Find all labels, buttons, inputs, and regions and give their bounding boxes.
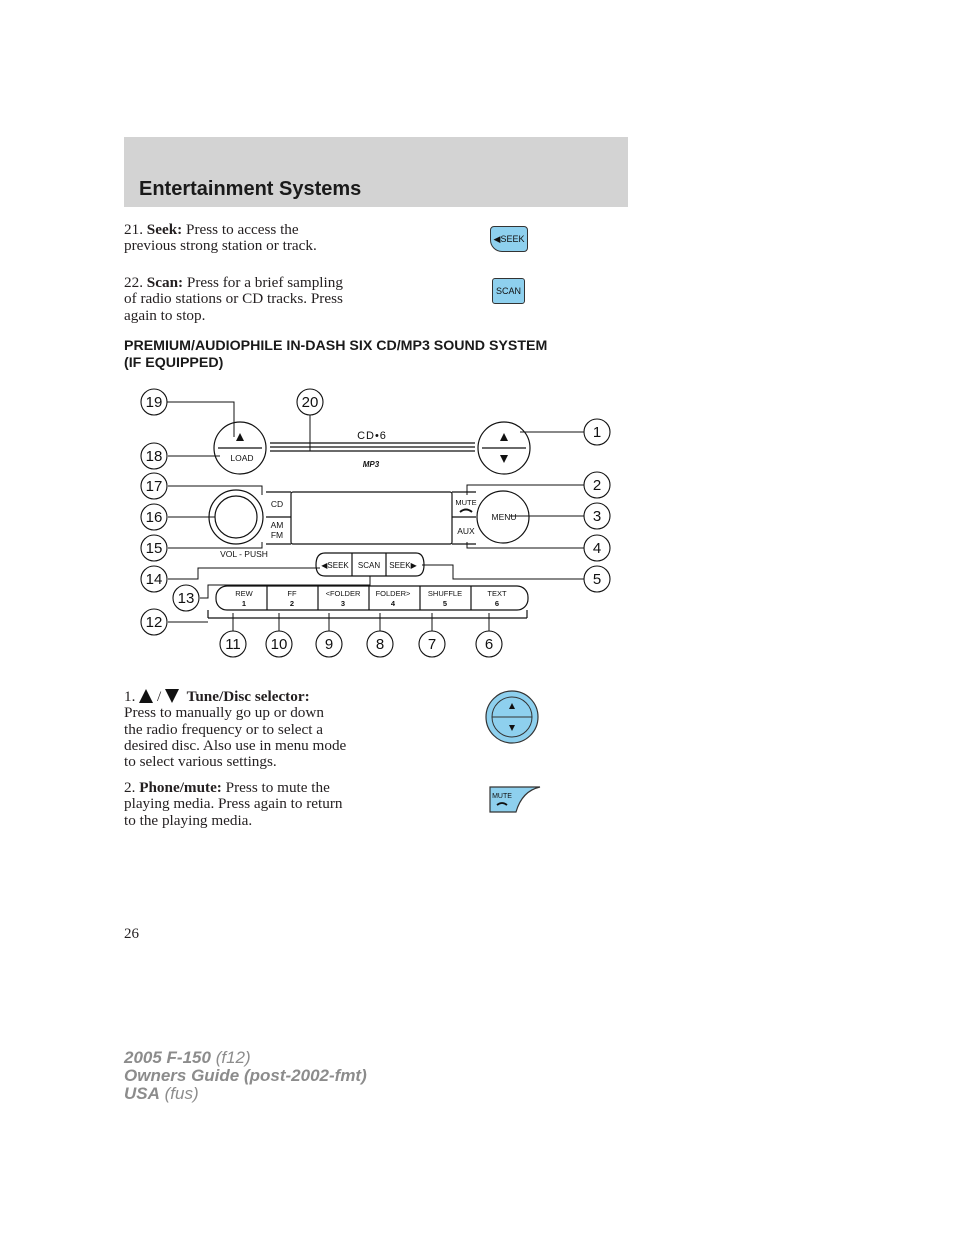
- item-number: 22.: [124, 274, 143, 291]
- preset-3-name: <FOLDER: [325, 589, 361, 598]
- item-number: 1.: [124, 688, 136, 705]
- callout-15: 15: [145, 540, 163, 557]
- section-heading: [124, 338, 624, 371]
- callout-13: 13: [177, 590, 195, 607]
- footer-market-code: (fus): [164, 1084, 199, 1103]
- footer-code: (f12): [215, 1048, 251, 1067]
- callout-17: 17: [145, 478, 163, 495]
- preset-5-name: SHUFFLE: [427, 589, 463, 598]
- callout-10: 10: [270, 636, 288, 653]
- page-number: 26: [124, 926, 139, 942]
- arrow-down-icon: [165, 689, 179, 703]
- callout-14: 14: [145, 571, 163, 588]
- callout-7: 7: [427, 636, 437, 653]
- item-text: previous strong station or track.: [124, 237, 317, 255]
- item-number: 2.: [124, 779, 136, 796]
- seek-right-label: SEEK▶: [389, 561, 417, 570]
- preset-4-name: FOLDER>: [375, 589, 411, 598]
- item-text: again to stop.: [124, 306, 206, 324]
- item-22-scan: [124, 275, 343, 324]
- item-text: Press to manually go up or down: [124, 704, 324, 722]
- mute-icon-label: MUTE: [492, 793, 512, 800]
- item-text: playing media. Press again to return: [124, 795, 343, 813]
- item-text: Press to mute the: [225, 779, 330, 796]
- load-label: LOAD: [230, 453, 254, 463]
- seek-left-label: ◀SEEK: [321, 561, 349, 570]
- document-footer: [124, 1049, 367, 1103]
- callout-20: 20: [301, 394, 319, 411]
- heading-line: PREMIUM/AUDIOPHILE IN-DASH SIX CD/MP3 SOUND SYSTEM: [124, 338, 548, 354]
- callout-1: 1: [592, 424, 602, 441]
- preset-2-num: 2: [289, 599, 295, 608]
- item-term: Seek:: [146, 221, 183, 238]
- preset-1-num: 1: [241, 599, 247, 608]
- am-label: AM: [270, 520, 284, 530]
- mute-label: MUTE: [455, 498, 477, 507]
- preset-5-num: 5: [442, 599, 448, 608]
- seek-button-icon: ◀SEEK: [490, 226, 528, 252]
- item-21-seek: [124, 222, 317, 255]
- phone-icon: [460, 510, 472, 513]
- callout-2: 2: [592, 477, 602, 494]
- section-header-band: [124, 137, 628, 207]
- preset-6-num: 6: [494, 599, 500, 608]
- cd-label: CD: [270, 499, 284, 509]
- mp3-logo: MP3: [362, 460, 380, 469]
- preset-1-name: REW: [235, 589, 253, 598]
- preset-4-num: 4: [390, 599, 396, 608]
- callout-5: 5: [592, 571, 602, 588]
- scan-label: SCAN: [357, 561, 381, 570]
- item-number: 21.: [124, 221, 143, 238]
- separator: /: [156, 688, 162, 705]
- menu-label: MENU: [491, 512, 517, 522]
- item-text: to select various settings.: [124, 753, 277, 771]
- callout-6: 6: [484, 636, 494, 653]
- item-text: Press to access the: [186, 221, 299, 238]
- item-text: to the playing media.: [124, 811, 253, 829]
- callout-12: 12: [145, 614, 163, 631]
- callout-16: 16: [145, 509, 163, 526]
- item-2-phone-mute: [124, 780, 342, 829]
- callout-3: 3: [592, 508, 602, 525]
- callout-19: 19: [145, 394, 163, 411]
- aux-label: AUX: [457, 526, 475, 536]
- vol-push-label: VOL - PUSH: [220, 549, 268, 559]
- tune-knob-icon: [485, 690, 541, 746]
- cd6-label: CD•6: [357, 430, 387, 442]
- scan-button-icon: SCAN: [492, 278, 525, 304]
- footer-guide: Owners Guide (post-2002-fmt): [124, 1066, 367, 1085]
- callout-8: 8: [375, 636, 385, 653]
- heading-line: (IF EQUIPPED): [124, 354, 224, 371]
- item-text: of radio stations or CD tracks. Press: [124, 290, 343, 308]
- item-text: the radio frequency or to select a: [124, 720, 324, 738]
- item-text: Press for a brief sampling: [186, 274, 343, 291]
- footer-model: 2005 F-150: [124, 1048, 211, 1067]
- preset-6-name: TEXT: [487, 589, 507, 598]
- preset-2-name: FF: [287, 589, 297, 598]
- item-text: desired disc. Also use in menu mode: [124, 736, 347, 754]
- section-title: Entertainment Systems: [139, 178, 362, 200]
- callout-18: 18: [145, 448, 163, 465]
- item-term: Phone/mute:: [139, 779, 222, 796]
- callout-11: 11: [225, 636, 241, 653]
- item-term: Tune/Disc selector:: [186, 688, 310, 705]
- arrow-up-icon: [139, 689, 153, 703]
- item-term: Scan:: [146, 274, 184, 291]
- fm-label: FM: [270, 530, 284, 540]
- callout-9: 9: [324, 636, 334, 653]
- item-1-tune-disc: [124, 689, 346, 770]
- radio-diagram: [130, 385, 620, 670]
- footer-market: USA: [124, 1084, 160, 1103]
- callout-4: 4: [592, 540, 602, 557]
- preset-3-num: 3: [340, 599, 346, 608]
- mute-button-icon: [488, 785, 544, 815]
